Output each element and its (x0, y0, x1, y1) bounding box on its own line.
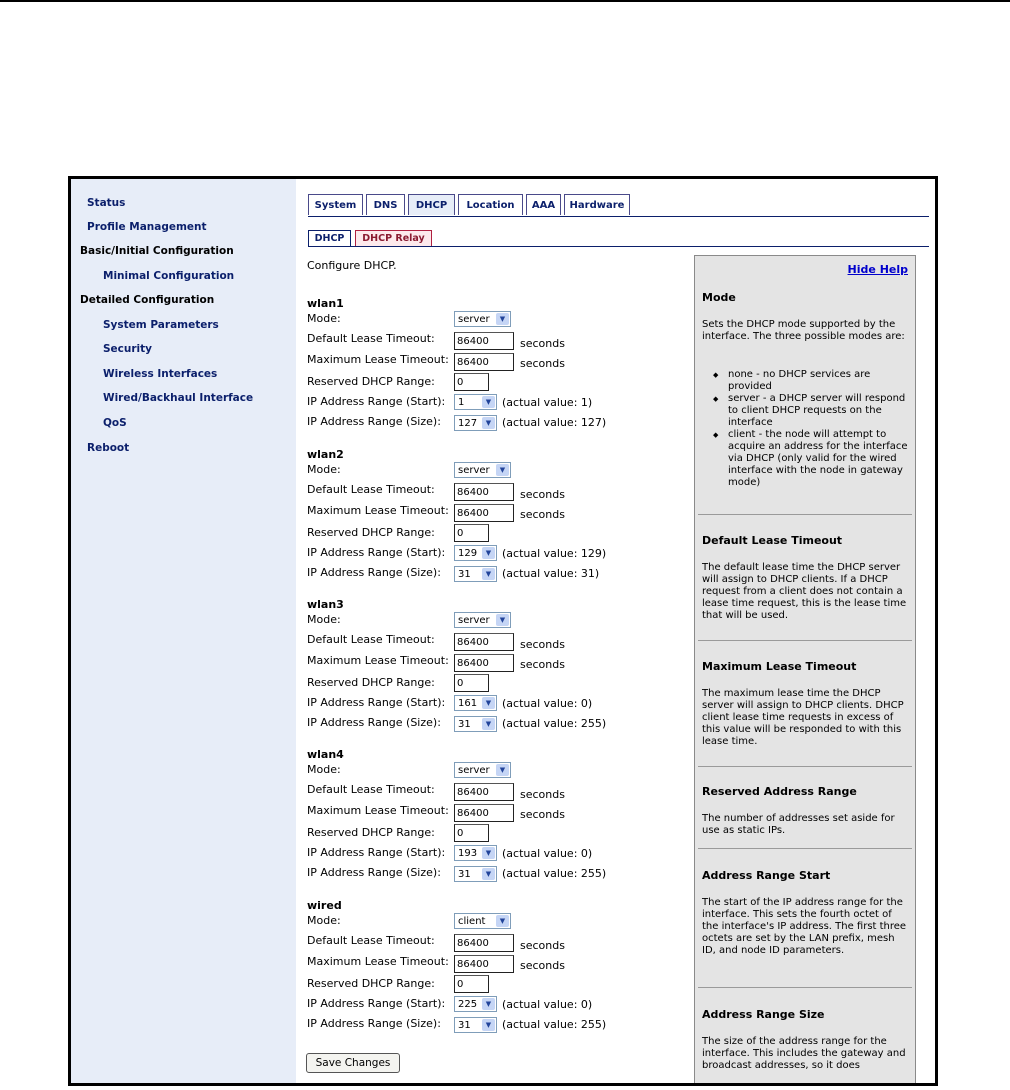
max-lease-input[interactable]: 86400 (454, 804, 514, 822)
seconds-label: seconds (520, 488, 565, 501)
range-start-value: 193 (458, 847, 478, 859)
max-lease-label: Maximum Lease Timeout: (307, 504, 449, 517)
mode-label: Mode: (307, 763, 341, 776)
reserved-range-input[interactable]: 0 (454, 373, 489, 391)
chevron-down-icon: ▼ (482, 1019, 495, 1031)
range-size-select[interactable] (454, 716, 497, 732)
max-lease-input[interactable]: 86400 (454, 955, 514, 973)
reserved-range-label: Reserved DHCP Range: (307, 526, 435, 539)
default-lease-label: Default Lease Timeout: (307, 633, 435, 646)
default-lease-input[interactable]: 86400 (454, 633, 514, 651)
range-start-label: IP Address Range (Start): (307, 846, 446, 859)
help-text-range-size: The size of the address range for the interface. This includes the gateway and broadcast addresses, so it does (702, 1036, 906, 1071)
reserved-range-input[interactable]: 0 (454, 524, 489, 542)
default-lease-label: Default Lease Timeout: (307, 332, 435, 345)
help-text-mode: Sets the DHCP mode supported by the interface. The three possible modes are: (702, 319, 905, 342)
page-top-rule (0, 0, 1010, 2)
help-mode-item: ◆ client - the node will attempt to acquire an address for the interface via DHCP (only valid for the wired interface with the node in gateway mode) (702, 429, 910, 489)
chevron-down-icon: ▼ (482, 718, 495, 730)
mode-select[interactable] (454, 311, 511, 327)
chevron-down-icon: ▼ (482, 568, 495, 580)
chevron-down-icon: ▼ (482, 868, 495, 880)
max-lease-input[interactable]: 86400 (454, 504, 514, 522)
chevron-down-icon: ▼ (482, 697, 495, 709)
range-size-label: IP Address Range (Size): (307, 566, 441, 579)
range-start-label: IP Address Range (Start): (307, 546, 446, 559)
help-title-reserved-range: Reserved Address Range (702, 785, 857, 798)
seconds-label: seconds (520, 508, 565, 521)
range-size-actual: (actual value: 255) (502, 1018, 607, 1031)
chevron-down-icon: ▼ (482, 547, 495, 559)
range-start-actual: (actual value: 1) (502, 396, 593, 409)
range-size-actual: (actual value: 31) (502, 567, 600, 580)
mode-value: server (458, 464, 490, 476)
range-start-value: 225 (458, 998, 478, 1010)
chevron-down-icon: ▼ (496, 915, 509, 927)
seconds-label: seconds (520, 357, 565, 370)
range-size-select[interactable] (454, 566, 497, 582)
range-size-select[interactable] (454, 1017, 497, 1033)
mode-label: Mode: (307, 312, 341, 325)
seconds-label: seconds (520, 658, 565, 671)
sidebar-item-reboot[interactable]: Reboot (87, 442, 130, 454)
range-start-actual: (actual value: 0) (502, 998, 593, 1011)
tab-bar (308, 194, 929, 217)
reserved-range-label: Reserved DHCP Range: (307, 826, 435, 839)
seconds-label: seconds (520, 959, 565, 972)
help-title-range-size: Address Range Size (702, 1008, 825, 1021)
sidebar (71, 179, 296, 1083)
seconds-label: seconds (520, 808, 565, 821)
sidebar-item-status[interactable]: Status (87, 197, 126, 209)
default-lease-input[interactable]: 86400 (454, 783, 514, 801)
subtab-bar (308, 230, 929, 247)
range-start-select[interactable] (454, 394, 497, 410)
seconds-label: seconds (520, 939, 565, 952)
help-mode-list (702, 369, 910, 489)
chevron-down-icon: ▼ (496, 313, 509, 325)
chevron-down-icon: ▼ (496, 464, 509, 476)
group-title: wlan1 (307, 297, 344, 310)
mode-select[interactable] (454, 913, 511, 929)
default-lease-label: Default Lease Timeout: (307, 483, 435, 496)
chevron-down-icon: ▼ (482, 847, 495, 859)
default-lease-input[interactable]: 86400 (454, 332, 514, 350)
range-start-value: 161 (458, 697, 478, 709)
mode-value: server (458, 764, 490, 776)
range-size-actual: (actual value: 127) (502, 416, 607, 429)
help-title-range-start: Address Range Start (702, 869, 831, 882)
default-lease-input[interactable]: 86400 (454, 483, 514, 501)
chevron-down-icon: ▼ (496, 614, 509, 626)
sidebar-section-detailed-configuration[interactable]: Detailed Configuration (80, 294, 215, 306)
default-lease-input[interactable]: 86400 (454, 934, 514, 952)
range-size-actual: (actual value: 255) (502, 717, 607, 730)
range-size-label: IP Address Range (Size): (307, 415, 441, 428)
help-divider (698, 640, 912, 641)
mode-select[interactable] (454, 462, 511, 478)
max-lease-input[interactable]: 86400 (454, 654, 514, 672)
help-divider (698, 766, 912, 767)
mode-select[interactable] (454, 612, 511, 628)
reserved-range-input[interactable]: 0 (454, 975, 489, 993)
range-start-actual: (actual value: 129) (502, 547, 607, 560)
help-panel (694, 255, 916, 1086)
default-lease-label: Default Lease Timeout: (307, 783, 435, 796)
range-start-value: 129 (458, 547, 478, 559)
seconds-label: seconds (520, 788, 565, 801)
help-title-max-lease: Maximum Lease Timeout (702, 660, 857, 673)
range-start-select[interactable] (454, 996, 497, 1012)
mode-label: Mode: (307, 463, 341, 476)
mode-select[interactable] (454, 762, 511, 778)
reserved-range-input[interactable]: 0 (454, 824, 489, 842)
max-lease-input[interactable]: 86400 (454, 353, 514, 371)
range-size-label: IP Address Range (Size): (307, 1017, 441, 1030)
sidebar-section-basic-initial-configuration[interactable]: Basic/Initial Configuration (80, 245, 234, 257)
sidebar-item-security[interactable]: Security (103, 343, 153, 355)
reserved-range-input[interactable]: 0 (454, 674, 489, 692)
help-mode-item: ◆ server - a DHCP server will respond to client DHCP requests on the interface (702, 393, 910, 429)
range-start-actual: (actual value: 0) (502, 847, 593, 860)
sidebar-item-minimal-configuration[interactable]: Minimal Configuration (103, 270, 235, 282)
help-text-reserved-range: The number of addresses set aside for use as static IPs. (702, 813, 895, 836)
help-text-max-lease: The maximum lease time the DHCP server will assign to DHCP clients. DHCP client lease time requests in excess of this value will be responded to with this lease time. (702, 688, 904, 747)
range-size-label: IP Address Range (Size): (307, 716, 441, 729)
save-changes-button[interactable]: Save Changes (306, 1053, 400, 1073)
range-size-value: 31 (458, 718, 471, 730)
sidebar-item-profile-management[interactable]: Profile Management (87, 221, 207, 233)
help-title-default-lease: Default Lease Timeout (702, 534, 843, 547)
tab-dhcp[interactable]: DHCP (408, 194, 455, 215)
subtab-dhcp[interactable]: DHCP (308, 230, 351, 246)
group-title: wired (307, 899, 342, 912)
tab-system[interactable]: System (308, 194, 363, 215)
help-text-default-lease: The default lease time the DHCP server will assign to DHCP clients. If a DHCP request from a client does not contain a lease time request, this is the lease time that will be used. (702, 562, 907, 621)
max-lease-label: Maximum Lease Timeout: (307, 654, 449, 667)
range-size-value: 127 (458, 417, 478, 429)
intro-text: Configure DHCP. (307, 259, 397, 272)
group-title: wlan2 (307, 448, 344, 461)
range-size-value: 31 (458, 868, 471, 880)
main-content (296, 179, 935, 1083)
range-start-label: IP Address Range (Start): (307, 696, 446, 709)
range-size-select[interactable] (454, 415, 497, 431)
max-lease-label: Maximum Lease Timeout: (307, 955, 449, 968)
tab-hardware[interactable]: Hardware (564, 194, 630, 215)
chevron-down-icon: ▼ (482, 417, 495, 429)
chevron-down-icon: ▼ (496, 764, 509, 776)
range-start-label: IP Address Range (Start): (307, 395, 446, 408)
mode-value: server (458, 313, 490, 325)
tab-aaa[interactable]: AAA (526, 194, 561, 215)
range-start-label: IP Address Range (Start): (307, 997, 446, 1010)
help-divider (698, 987, 912, 988)
group-title: wlan3 (307, 598, 344, 611)
sidebar-item-wired-backhaul-interface[interactable]: Wired/Backhaul Interface (103, 392, 254, 404)
subtab-dhcp-relay[interactable]: DHCP Relay (355, 230, 432, 246)
help-title-mode: Mode (702, 291, 736, 304)
help-mode-item: ◆ none - no DHCP services are provided (702, 369, 910, 393)
group-title: wlan4 (307, 748, 344, 761)
tab-location[interactable]: Location (458, 194, 523, 215)
chevron-down-icon: ▼ (482, 998, 495, 1010)
help-divider (698, 514, 912, 515)
range-size-select[interactable] (454, 866, 497, 882)
reserved-range-label: Reserved DHCP Range: (307, 977, 435, 990)
mode-label: Mode: (307, 613, 341, 626)
range-start-select[interactable] (454, 545, 497, 561)
range-start-actual: (actual value: 0) (502, 697, 593, 710)
seconds-label: seconds (520, 638, 565, 651)
max-lease-label: Maximum Lease Timeout: (307, 804, 449, 817)
sidebar-item-system-parameters[interactable]: System Parameters (103, 319, 219, 331)
help-divider (698, 848, 912, 849)
reserved-range-label: Reserved DHCP Range: (307, 375, 435, 388)
range-size-value: 31 (458, 568, 471, 580)
range-start-select[interactable] (454, 695, 497, 711)
tab-dns[interactable]: DNS (366, 194, 405, 215)
mode-value: server (458, 614, 490, 626)
hide-help-link[interactable]: Hide Help (847, 263, 908, 276)
default-lease-label: Default Lease Timeout: (307, 934, 435, 947)
help-text-range-start: The start of the IP address range for the interface. This sets the fourth octet of the interface's IP address. The first three octets are set by the LAN prefix, mesh ID, and node ID parameters. (702, 897, 907, 956)
mode-label: Mode: (307, 914, 341, 927)
range-start-value: 1 (458, 396, 465, 408)
sidebar-item-wireless-interfaces[interactable]: Wireless Interfaces (103, 368, 218, 380)
chevron-down-icon: ▼ (482, 396, 495, 408)
seconds-label: seconds (520, 337, 565, 350)
range-start-select[interactable] (454, 845, 497, 861)
reserved-range-label: Reserved DHCP Range: (307, 676, 435, 689)
range-size-label: IP Address Range (Size): (307, 866, 441, 879)
mode-value: client (458, 915, 486, 927)
screenshot-frame (68, 176, 938, 1086)
range-size-actual: (actual value: 255) (502, 867, 607, 880)
max-lease-label: Maximum Lease Timeout: (307, 353, 449, 366)
sidebar-item-qos[interactable]: QoS (103, 417, 127, 429)
range-size-value: 31 (458, 1019, 471, 1031)
